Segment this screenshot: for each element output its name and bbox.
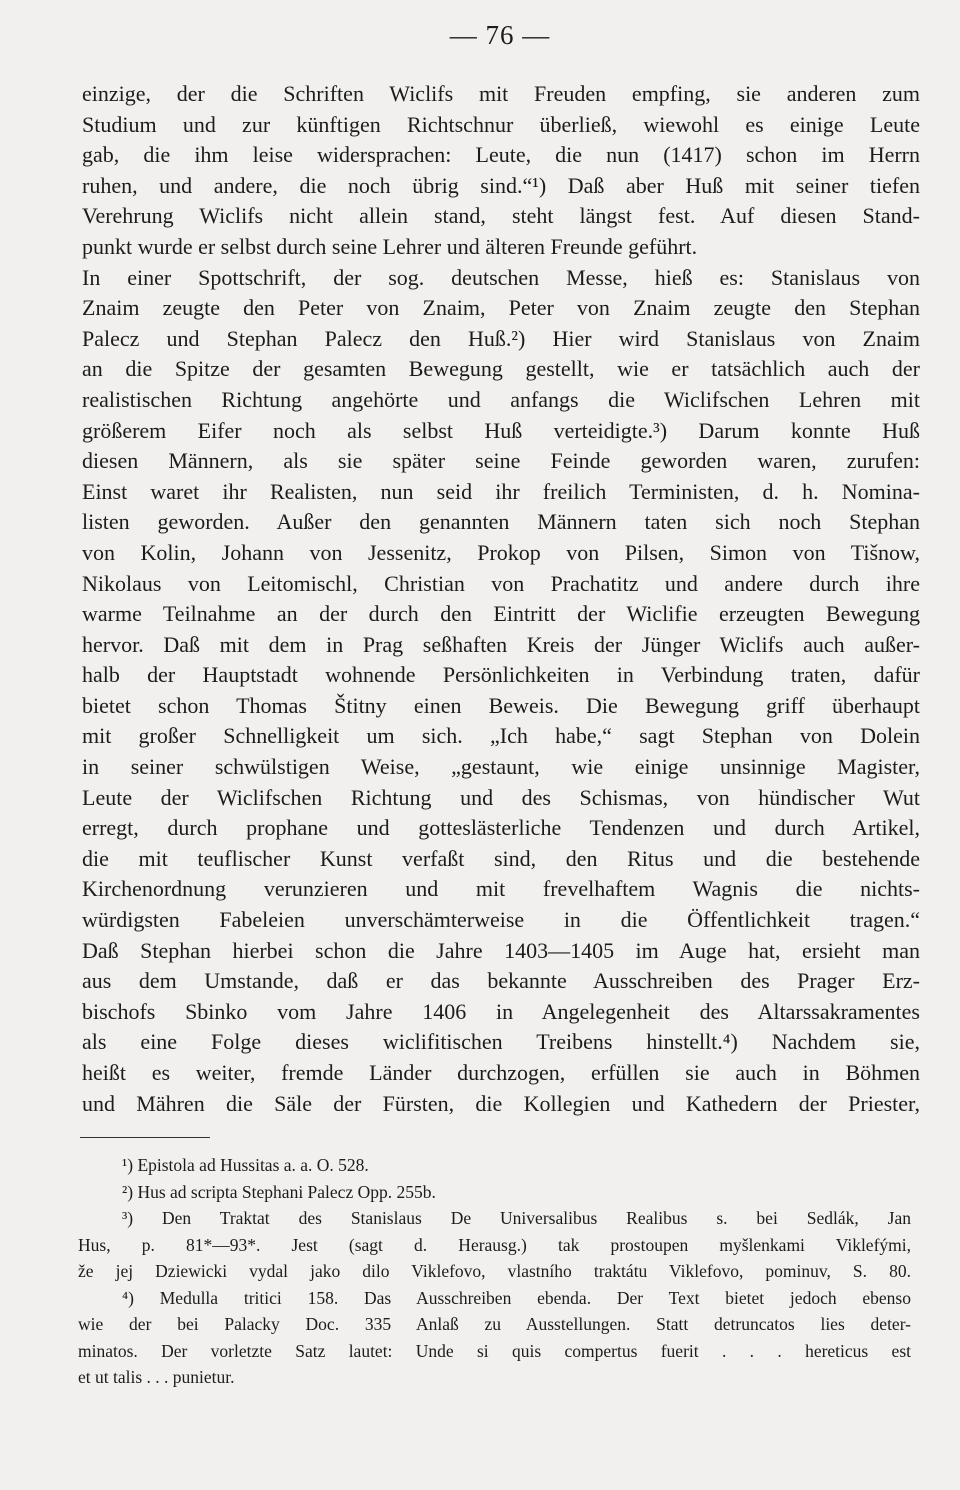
body-line: heißt es weiter, fremde Länder durchzogen, erfüllen sie auch in Böhmen <box>82 1060 920 1085</box>
body-line: aus dem Umstande, daß er das bekannte Ausschreiben des Prager Erz- <box>82 968 920 994</box>
body-line: In einer Spottschrift, der sog. deutschen Messe, hieß es: Stanislaus von <box>82 264 920 290</box>
body-line: listen geworden. Außer den genannten Männern taten sich noch Stephan <box>82 509 920 535</box>
footnotes <box>78 1152 911 1391</box>
body-line: die mit teuflischer Kunst verfaßt sind, den Ritus und die bestehende <box>82 845 920 871</box>
footnote-line: ³) Den Traktat des Stanislaus De Universalibus Realibus s. bei Sedlák, Jan <box>122 1208 911 1228</box>
body-text <box>82 79 920 1119</box>
body-line: erregt, durch prophane und gotteslästerliche Tendenzen und durch Artikel, <box>82 815 920 841</box>
footnote-separator <box>80 1137 210 1138</box>
body-line: Leute der Wiclifschen Richtung und des Schismas, von hündischer Wut <box>82 784 920 810</box>
footnote-line: ⁴) Medulla tritici 158. Das Ausschreiben ebenda. Der Text bietet jedoch ebenso <box>122 1287 911 1308</box>
footnote-line: et ut talis . . . punietur. <box>78 1367 235 1387</box>
body-line: bietet schon Thomas Štitny einen Beweis. Die Bewegung griff überhaupt <box>82 692 920 718</box>
body-line: Studium und zur künftigen Richtschnur überließ, wiewohl es einige Leute <box>82 111 920 137</box>
body-line: Znaim zeugte den Peter von Znaim, Peter von Znaim zeugte den Stephan <box>82 295 920 321</box>
body-line: würdigsten Fabeleien unverschämterweise in die Öffentlichkeit tragen.“ <box>82 907 920 933</box>
footnote-line: ¹) Epistola ad Hussitas a. a. O. 528. <box>122 1155 369 1175</box>
body-line: Nikolaus von Leitomischl, Christian von Prachatitz und andere durch ihre <box>82 570 920 596</box>
body-line: realistischen Richtung angehörte und anfangs die Wiclifschen Lehren mit <box>82 386 920 412</box>
body-line: größerem Eifer noch als selbst Huß verteidigte.³) Darum konnte Huß <box>82 417 920 443</box>
footnote-line: minatos. Der vorletzte Satz lautet: Unde si quis compertus fuerit . . . hereticus est <box>78 1340 911 1361</box>
body-line: an die Spitze der gesamten Bewegung gestellt, wie er tatsächlich auch der <box>82 356 920 382</box>
body-line: als eine Folge dieses wiclifitischen Treibens hinstellt.⁴) Nachdem sie, <box>82 1029 920 1055</box>
body-line: in seiner schwülstigen Weise, „gestaunt, wie einige unsinnige Magister, <box>82 754 920 780</box>
footnote-line: Hus, p. 81*—93*. Jest (sagt d. Herausg.) tak prostoupen myšlenkami Viklefými, <box>78 1234 911 1255</box>
body-line: warme Teilnahme an der durch den Eintritt der Wiclifie erzeugten Bewegung <box>82 601 920 627</box>
body-line: und Mähren die Säle der Fürsten, die Kollegien und Kathedern der Priester, <box>82 1090 920 1116</box>
body-line: Einst waret ihr Realisten, nun seid ihr freilich Terministen, d. h. Nomina- <box>82 478 920 504</box>
body-line: mit großer Schnelligkeit um sich. „Ich habe,“ sagt Stephan von Dolein <box>82 723 920 749</box>
body-line: punkt wurde er selbst durch seine Lehrer und älteren Freunde geführt. <box>82 233 698 259</box>
page-number: — 76 — <box>449 20 551 50</box>
body-line: von Kolin, Johann von Jessenitz, Prokop von Pilsen, Simon von Tišnow, <box>82 539 920 565</box>
body-line: diesen Männern, als sie später seine Feinde geworden waren, zurufen: <box>82 448 920 474</box>
footnote-line: ²) Hus ad scripta Stephani Palecz Opp. 255b. <box>122 1181 436 1202</box>
body-line: halb der Hauptstadt wohnende Persönlichkeiten in Verbindung traten, dafür <box>82 662 920 688</box>
footnote-line: že jej Dziewicki vydal jako dilo Viklefovo, vlastního traktátu Viklefovo, pominuv, S. 80. <box>78 1261 911 1281</box>
body-line: Palecz und Stephan Palecz den Huß.²) Hier wird Stanislaus von Znaim <box>82 325 920 351</box>
body-line: gab, die ihm leise widersprachen: Leute, die nun (1417) schon im Herrn <box>82 142 920 168</box>
body-line: ruhen, und andere, die noch übrig sind.“¹) Daß aber Huß mit seiner tiefen <box>82 172 920 198</box>
body-line: Verehrung Wiclifs nicht allein stand, steht längst fest. Auf diesen Stand- <box>82 203 920 229</box>
body-line: bischofs Sbinko vom Jahre 1406 in Angelegenheit des Altarssakramentes <box>82 998 920 1024</box>
body-line: einzige, der die Schriften Wiclifs mit Freuden empfing, sie anderen zum <box>82 81 920 106</box>
body-line: Kirchenordnung verunzieren und mit frevelhaftem Wagnis die nichts- <box>82 876 920 902</box>
footnote-line: wie der bei Palacky Doc. 335 Anlaß zu Ausstellungen. Statt detruncatos lies deter- <box>78 1314 911 1334</box>
body-line: hervor. Daß mit dem in Prag seßhaften Kreis der Jünger Wiclifs auch außer- <box>82 631 920 657</box>
body-line: Daß Stephan hierbei schon die Jahre 1403—1405 im Auge hat, ersieht man <box>82 937 920 963</box>
